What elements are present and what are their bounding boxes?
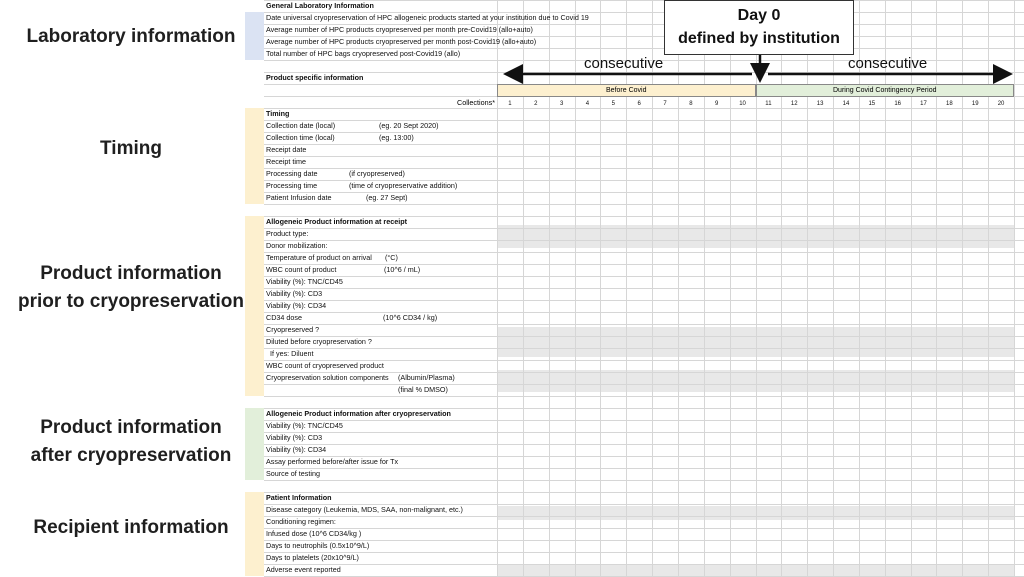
row-note: (time of cryopreservative addition) <box>349 181 458 190</box>
section-recipient <box>0 514 262 542</box>
collection-column-13: 13 <box>816 101 824 107</box>
day0-subtitle: defined by institution <box>678 30 840 47</box>
row-heading: Allogeneic Product information after cryopreservation <box>266 409 451 418</box>
collection-column-16: 16 <box>894 101 902 107</box>
consecutive-right-label: consecutive <box>848 55 928 72</box>
section-after-line2: after cryopreservation <box>30 445 232 466</box>
section-product-after <box>0 414 262 470</box>
row-label: Receipt date <box>266 145 307 154</box>
row-label: Days to neutrophils (0.5x10^9/L) <box>266 541 370 550</box>
collection-column-14: 14 <box>842 101 850 107</box>
row-label: Conditioning regimen: <box>266 517 336 526</box>
row-note: (eg. 27 Sept) <box>366 193 408 202</box>
collection-column-15: 15 <box>868 101 876 107</box>
collection-column-6: 6 <box>637 101 641 107</box>
row-label: Viability (%): CD3 <box>266 433 323 442</box>
collection-column-19: 19 <box>971 101 979 107</box>
row-label: Cryopreservation solution components <box>266 373 389 382</box>
row-heading: General Laboratory Information <box>266 1 374 10</box>
row-heading: Allogeneic Product information at receipt <box>266 217 407 226</box>
collection-column-11: 11 <box>765 101 772 107</box>
section-timing <box>0 135 262 163</box>
row-label: Average number of HPC products cryopreserved per month pre-Covid19 (allo+auto) <box>266 25 533 34</box>
row-label: Donor mobilization: <box>266 241 328 250</box>
row-label: Average number of HPC products cryopreserved per month post-Covid19 (allo+auto) <box>266 37 537 46</box>
row-label: Processing time <box>266 181 318 190</box>
row-label: Diluted before cryopreservation ? <box>266 337 372 346</box>
row-label: Total number of HPC bags cryopreserved post-Covid19 (allo) <box>266 49 461 58</box>
collection-column-8: 8 <box>689 101 693 107</box>
section-recipient-label: Recipient information <box>33 517 229 538</box>
row-heading: Patient Information <box>266 493 332 502</box>
row-label: Assay performed before/after issue for Tx <box>266 457 399 466</box>
row-label: Date universal cryopreservation of HPC allogeneic products started at your institution due to Covid 19 <box>266 13 589 22</box>
collection-column-9: 9 <box>715 101 719 107</box>
row-label: Viability (%): CD34 <box>266 445 327 454</box>
row-label: Infused dose (10^6 CD34/kg ) <box>266 529 362 538</box>
row-note: (eg. 20 Sept 2020) <box>379 121 439 130</box>
row-label: Viability (%): CD34 <box>266 301 327 310</box>
collection-column-5: 5 <box>611 101 615 107</box>
consecutive-left-label: consecutive <box>584 55 664 72</box>
during-covid-band: During Covid Contingency Period <box>756 84 1015 97</box>
row-label: Source of testing <box>266 469 320 478</box>
row-label: Adverse event reported <box>266 565 341 574</box>
row-label: Temperature of product on arrival <box>266 253 372 262</box>
collection-column-17: 17 <box>920 101 927 107</box>
row-label: Cryopreserved ? <box>266 325 320 334</box>
collection-column-7: 7 <box>663 101 667 107</box>
row-heading: Product specific information <box>266 73 364 82</box>
collection-column-2: 2 <box>534 101 538 107</box>
before-covid-band: Before Covid <box>497 84 756 97</box>
row-label: Viability (%): TNC/CD45 <box>266 277 343 286</box>
row-label: Product type: <box>266 229 309 238</box>
row-note: (10^6 CD34 / kg) <box>383 313 438 322</box>
section-prior-line1: Product information <box>40 263 222 284</box>
row-label: Collection date (local) <box>266 121 336 130</box>
row-label: CD34 dose <box>266 313 302 322</box>
row-note: (if cryopreserved) <box>349 169 405 178</box>
section-prior-line2: prior to cryopreservation <box>18 291 244 312</box>
row-heading: Timing <box>266 109 290 118</box>
row-label: Disease category (Leukemia, MDS, SAA, non-malignant, etc.) <box>266 505 463 514</box>
consecutive-arrows <box>0 0 1024 90</box>
row-label: Collection time (local) <box>266 133 335 142</box>
collection-column-10: 10 <box>739 101 746 107</box>
row-label: WBC count of product <box>266 265 337 274</box>
row-label: Receipt time <box>266 157 306 166</box>
row-note: (eg. 13:00) <box>379 133 414 142</box>
collection-column-20: 20 <box>997 101 1005 107</box>
collection-column-18: 18 <box>946 101 953 107</box>
collection-column-1: 1 <box>508 101 512 107</box>
row-label: Viability (%): CD3 <box>266 289 323 298</box>
section-lab-label: Laboratory information <box>26 26 236 47</box>
section-product-prior <box>0 260 262 316</box>
collection-column-4: 4 <box>585 101 590 107</box>
row-label: Viability (%): TNC/CD45 <box>266 421 343 430</box>
section-timing-label: Timing <box>100 138 162 159</box>
row-note: (Albumin/Plasma) <box>398 373 455 382</box>
row-label: Days to platelets (20x10^9/L) <box>266 553 359 562</box>
row-label: Processing date <box>266 169 318 178</box>
collection-column-12: 12 <box>790 101 798 107</box>
day0-title: Day 0 <box>737 7 781 24</box>
row-label: If yes: Diluent <box>270 349 314 358</box>
row-note: (°C) <box>385 253 398 262</box>
collections-label: Collections* <box>457 98 495 107</box>
row-label: Patient Infusion date <box>266 193 332 202</box>
row-note: (10^6 / mL) <box>384 265 421 274</box>
collection-column-3: 3 <box>559 101 564 107</box>
row-label: WBC count of cryopreserved product <box>266 361 384 370</box>
row-note: (final % DMSO) <box>398 385 448 394</box>
section-after-line1: Product information <box>40 417 222 438</box>
